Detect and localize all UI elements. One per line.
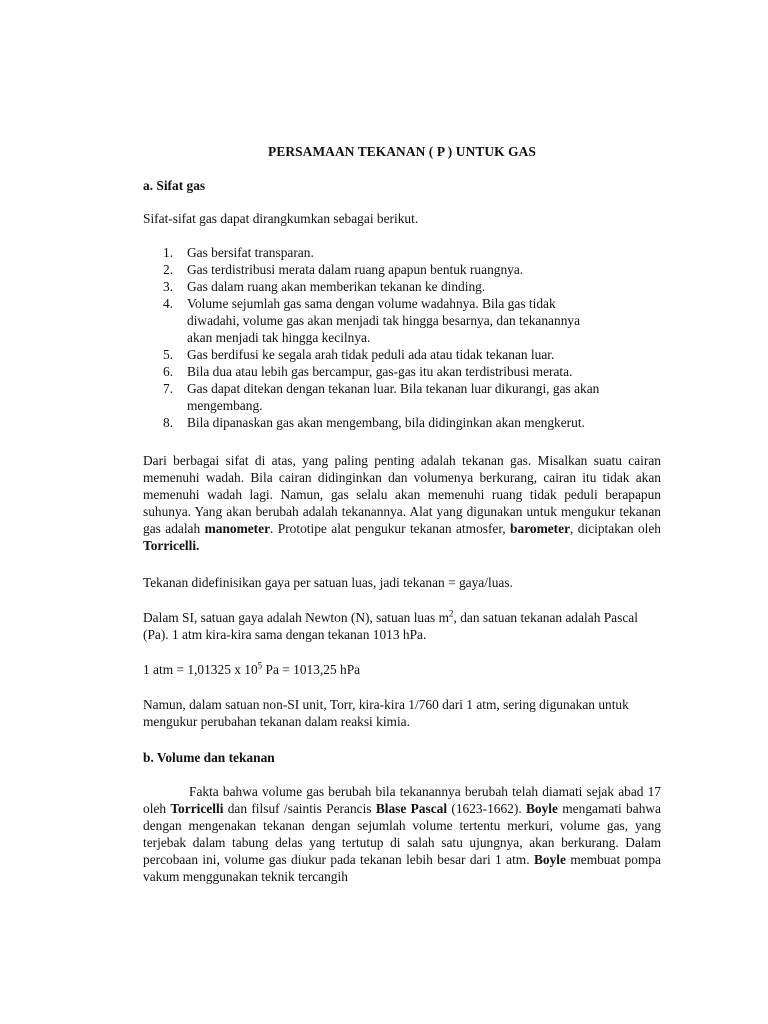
list-item: 6. Bila dua atau lebih gas bercampur, gas-gas itu akan terdistribusi merata. bbox=[163, 364, 573, 379]
list-item: 1. Gas bersifat transparan. bbox=[163, 245, 314, 260]
paragraph-pressure-intro: Dari berbagai sifat di atas, yang paling penting adalah tekanan gas. Misalkan suatu cairan memenuhi wadah. Bila cairan didinginkan dan volumenya berkurang, cairan itu tidak akan memenuhi wadah lagi. Namun, gas selalu akan memenuhi ruang tidak peduli berapapun suhunya. Yang akan berubah adalah tekanannya. Alat yang digunakan untuk mengukur tekanan gas adalah manometer. Prototipe alat pengukur tekanan atmosfer, barometer, diciptakan oleh Torricelli. bbox=[143, 453, 661, 553]
gas-properties-list bbox=[143, 244, 661, 431]
section-a-heading: a. Sifat gas bbox=[143, 178, 206, 193]
section-a-intro: Sifat-sifat gas dapat dirangkumkan sebagai berikut. bbox=[143, 211, 419, 226]
paragraph-volume-pressure: Fakta bahwa volume gas berubah bila tekanannya berubah telah diamati sejak abad 17 oleh Torricelli dan filsuf /saintis Perancis Blase Pascal (1623-1662). Boyle mengamati bahwa dengan mengenakan tekanan dengan sejumlah volume tertentu merkuri, volume gas, yang terjebak dalam tabung delas yang tertutup di salah satu ujungnya, akan berkurang. Dalam percobaan ini, volume gas diukur pada tekanan lebih besar dari 1 atm. Boyle membuat pompa vakum menggunakan teknik tercangih bbox=[143, 784, 662, 884]
paragraph-torr: Namun, dalam satuan non-SI unit, Torr, kira-kira 1/760 dari 1 atm, sering digunakan untuk mengukur perubahan tekanan dalam reaksi kimia. bbox=[143, 697, 629, 729]
list-item: 2. Gas terdistribusi merata dalam ruang apapun bentuk ruangnya. bbox=[163, 262, 524, 277]
paragraph-pressure-definition: Tekanan didefinisikan gaya per satuan luas, jadi tekanan = gaya/luas. bbox=[143, 575, 513, 590]
list-item: 7. Gas dapat ditekan dengan tekanan luar. Bila tekanan luar dikurangi, gas akan mengembang. bbox=[163, 381, 600, 413]
paragraph-si-units: Dalam SI, satuan gaya adalah Newton (N), satuan luas $m^2$, dan satuan tekanan adalah Pascal (Pa). 1 atm kira-kira sama dengan tekanan 1013 hPa. bbox=[143, 608, 638, 642]
list-item: 4. Volume sejumlah gas sama dengan volume wadahnya. Bila gas tidak diwadahi, volume gas akan menjadi tak hingga besarnya, dan tekanannya akan menjadi tak hingga kecilnya. bbox=[163, 296, 581, 345]
formula-atm: 1 atm = 1,01325 x $10^5$ Pa = 1013,25 hPa bbox=[143, 660, 361, 677]
list-item: 3. Gas dalam ruang akan memberikan tekanan ke dinding. bbox=[163, 279, 486, 294]
list-item: 8. Bila dipanaskan gas akan mengembang, bila didinginkan akan mengkerut. bbox=[163, 415, 585, 430]
section-b-heading: b. Volume dan tekanan bbox=[143, 750, 275, 765]
document-title: PERSAMAAN TEKANAN ( P ) UNTUK GAS bbox=[268, 144, 536, 159]
list-item: 5. Gas berdifusi ke segala arah tidak peduli ada atau tidak tekanan luar. bbox=[163, 347, 555, 362]
